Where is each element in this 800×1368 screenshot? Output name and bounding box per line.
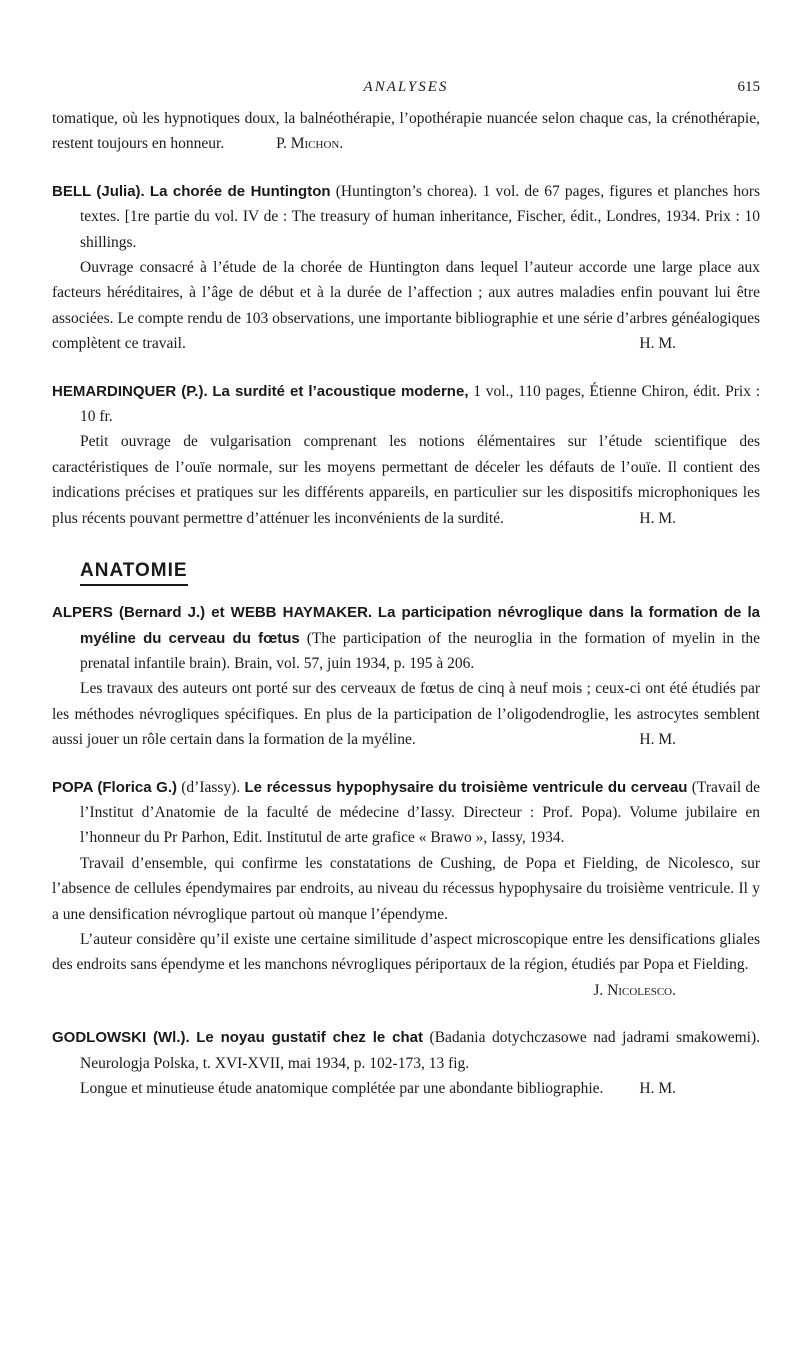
entry-title: La surdité et l’acoustique moderne, [212,382,469,400]
entry-author: BELL (Julia). [52,182,145,200]
entry-author: HEMARDINQUER (P.). [52,382,208,400]
entry-title: Le noyau gustatif chez le chat [196,1029,423,1047]
entry-title: La participation névroglique dans la formation de la myéline du cerveau du fœtus [80,604,760,647]
entry-author: ALPERS (Bernard J.) et WEBB HAYMAKER. [52,604,373,622]
entry-heading [52,179,760,255]
entry-summary-text: Ouvrage consacré à l’étude de la chorée de Huntington dans lequel l’auteur accorde une large place aux facteurs héréditaires, à l’âge de début et à la durée de l’affection ; aux autres maladies enfin pouvant lui être associées. Le compte rendu de 103 observations, une importante bibliographie et une série d’arbres généalogiques complètent ce travail. [52,259,760,353]
entry-summary [52,1076,760,1101]
entry-heading [52,600,760,676]
entry-summary-text: Travail d’ensemble, qui confirme les constatations de Cushing, de Popa et Fielding, de Nicolesco, sur l’absence de cellules épendymaires par endroits, au niveau du récessus hypophysaire du troisième ventricule. Il y a une densification névroglique partout où manque l’épendyme. [52,854,760,923]
entry-signature: H. M. [639,509,676,527]
review-entry-alpers [52,600,760,752]
entry-heading [52,379,760,430]
entry-summary-text: Les travaux des auteurs ont porté sur des cerveaux de fœtus de cinq à neuf mois ; ceux-ci ont été étudiés par les méthodes névrogliques spécifiques. En plus de la participation de l’oligodendroglie, les astrocytes semblent aussi jouer un rôle certain dans la formation de la myéline. [52,680,760,749]
running-title: ANALYSES [363,79,449,95]
entry-title: Le récessus hypophysaire du troisième ventricule du cerveau [244,778,688,796]
review-entry-hemardinquer [52,379,760,531]
entry-summary [52,676,760,752]
entry-details: (Badania dotychczasowe nad jadrami smakowemi). Neurologja Polska, t. XVI-XVII, mai 1934, p. 102-173, 13 fig. [80,1029,761,1072]
review-entry-godlowski [52,1025,760,1101]
entry-signature: J. Nicolesco. [593,981,676,999]
entry-details: (Huntington’s chorea). 1 vol. de 67 pages, figures et planches hors textes. [1re partie du vol. IV de : The treasury of human inheritance, Fischer, édit., Londres, 1934. Prix : 10 shillings. [80,182,761,251]
section-heading-anatomie: ANATOMIE [80,559,188,586]
entry-signature: H. M. [639,1080,676,1097]
entry-summary-text: L’auteur considère qu’il existe une certaine similitude d’aspect microscopique entre les densifications gliales des endroits sans épendyme et les manchons névrogliques périportaux de la région, étudiés par Popa et Fielding. [52,930,760,974]
entry-author-place: (d’Iassy). [181,778,241,796]
carryover-signature: P. Michon. [276,135,344,153]
entry-details: (The participation of the neuroglia in the formation of myelin in the prenatal infantile brain). Brain, vol. 57, juin 1934, p. 195 à 206. [80,629,761,672]
entry-summary [52,927,760,999]
running-head [52,76,760,98]
entry-heading [52,775,760,851]
review-entry-bell [52,179,760,357]
entry-summary [52,255,760,357]
page-number: 615 [737,79,760,95]
entry-summary-text: Petit ouvrage de vulgarisation comprenant les notions élémentaires sur l’étude scientifique des caractéristiques de l’ouïe normale, sur les moyens permettant de déceler les défauts de l’ouïe. Il contient des indications précises et pratiques sur les différents appareils, en particulier sur les dispositifs microphoniques les plus récents pouvant permettre d’atténuer les inconvénients de la surdité. [52,433,760,527]
page-content [52,106,760,1101]
entry-details: 1 vol., 110 pages, Étienne Chiron, édit. Prix : 10 fr. [80,382,761,426]
entry-title: La chorée de Huntington [149,182,331,200]
entry-summary-text: Longue et minutieuse étude anatomique complétée par une abondante bibliographie. [80,1080,604,1097]
entry-summary [52,429,760,531]
carryover-text: tomatique, où les hypnotiques doux, la balnéothérapie, l’opothérapie nuancée selon chaque cas, la crénothérapie, restent toujours en honneur. [52,110,760,153]
review-entry-popa [52,775,760,1004]
entry-summary [52,851,760,927]
entry-author: POPA (Florica G.) [52,778,177,796]
entry-signature: H. M. [639,335,676,353]
entry-details: (Travail de l’Institut d’Anatomie de la faculté de médecine d’Iassy. Directeur : Prof. Popa). Volume jubilaire en l’honneur du Pr Parhon, Edit. Institutul de arte grafice « Brawo », Iassy, 1934. [80,778,761,847]
carryover-paragraph [52,106,760,157]
entry-signature: H. M. [639,731,676,749]
entry-author: GODLOWSKI (Wl.). [52,1029,190,1047]
entry-heading [52,1025,760,1076]
